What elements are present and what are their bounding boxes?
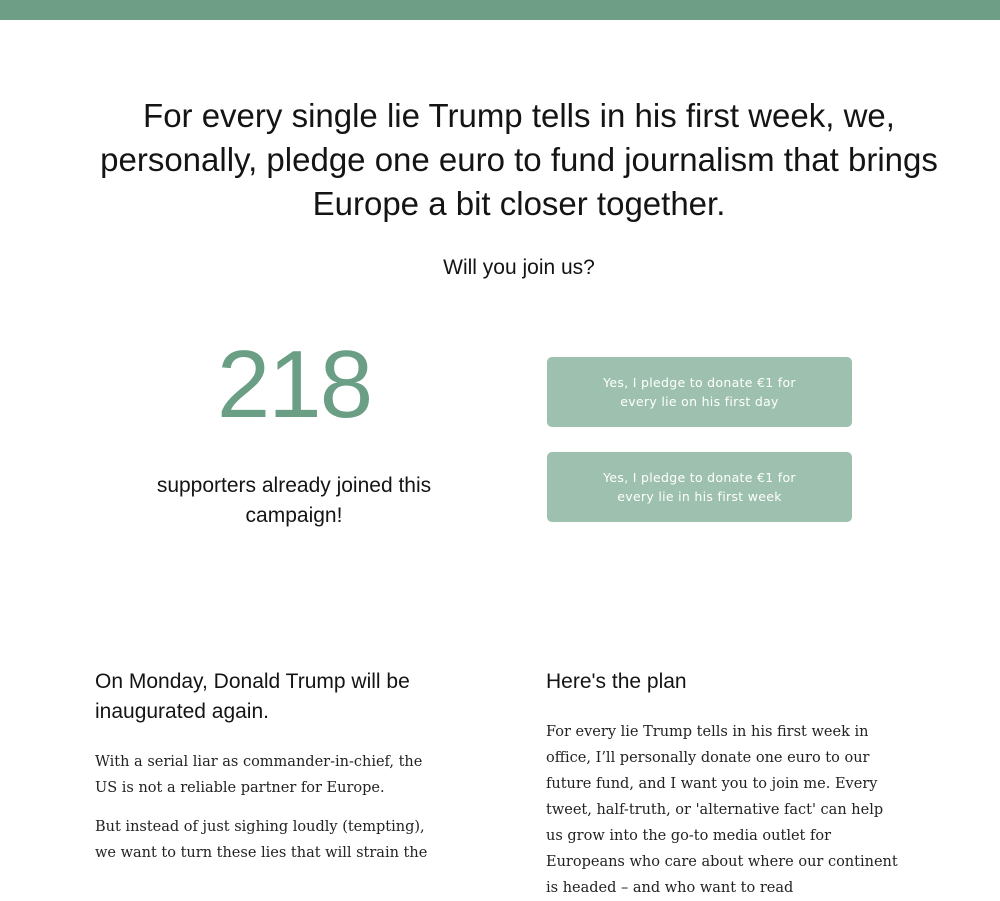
pledge-first-day-button[interactable]: Yes, I pledge to donate €1 for every lie on his first day (547, 357, 852, 427)
inauguration-heading: On Monday, Donald Trump will be inaugurated again. (95, 670, 410, 723)
top-banner (0, 0, 1000, 20)
supporter-count-label: supporters already joined this campaign! (156, 474, 432, 527)
hero-question: Will you join us? (443, 256, 595, 279)
hero-headline: For every single lie Trump tells in his first week, we, personally, pledge one euro to fund journalism that brings Europe a bit closer together. (100, 97, 938, 222)
plan-heading: Here's the plan (546, 670, 687, 693)
pledge-first-week-button[interactable]: Yes, I pledge to donate €1 for every lie in his first week (547, 452, 852, 522)
supporter-count: 218 (216, 331, 372, 438)
inauguration-paragraph-2: But instead of just sighing loudly (tempting), we want to turn these lies that will strain the (95, 819, 428, 861)
plan-paragraph: For every lie Trump tells in his first week in office, I’ll personally donate one euro to our future fund, and I want you to join me. Every tweet, half-truth, or 'alternative fact' can help us grow into the go-to media outlet for Europeans who care about where our continent is headed – and who want to read (546, 724, 898, 896)
inauguration-paragraph-1: With a serial liar as commander-in-chief, the US is not a reliable partner for Europe. (95, 754, 423, 796)
